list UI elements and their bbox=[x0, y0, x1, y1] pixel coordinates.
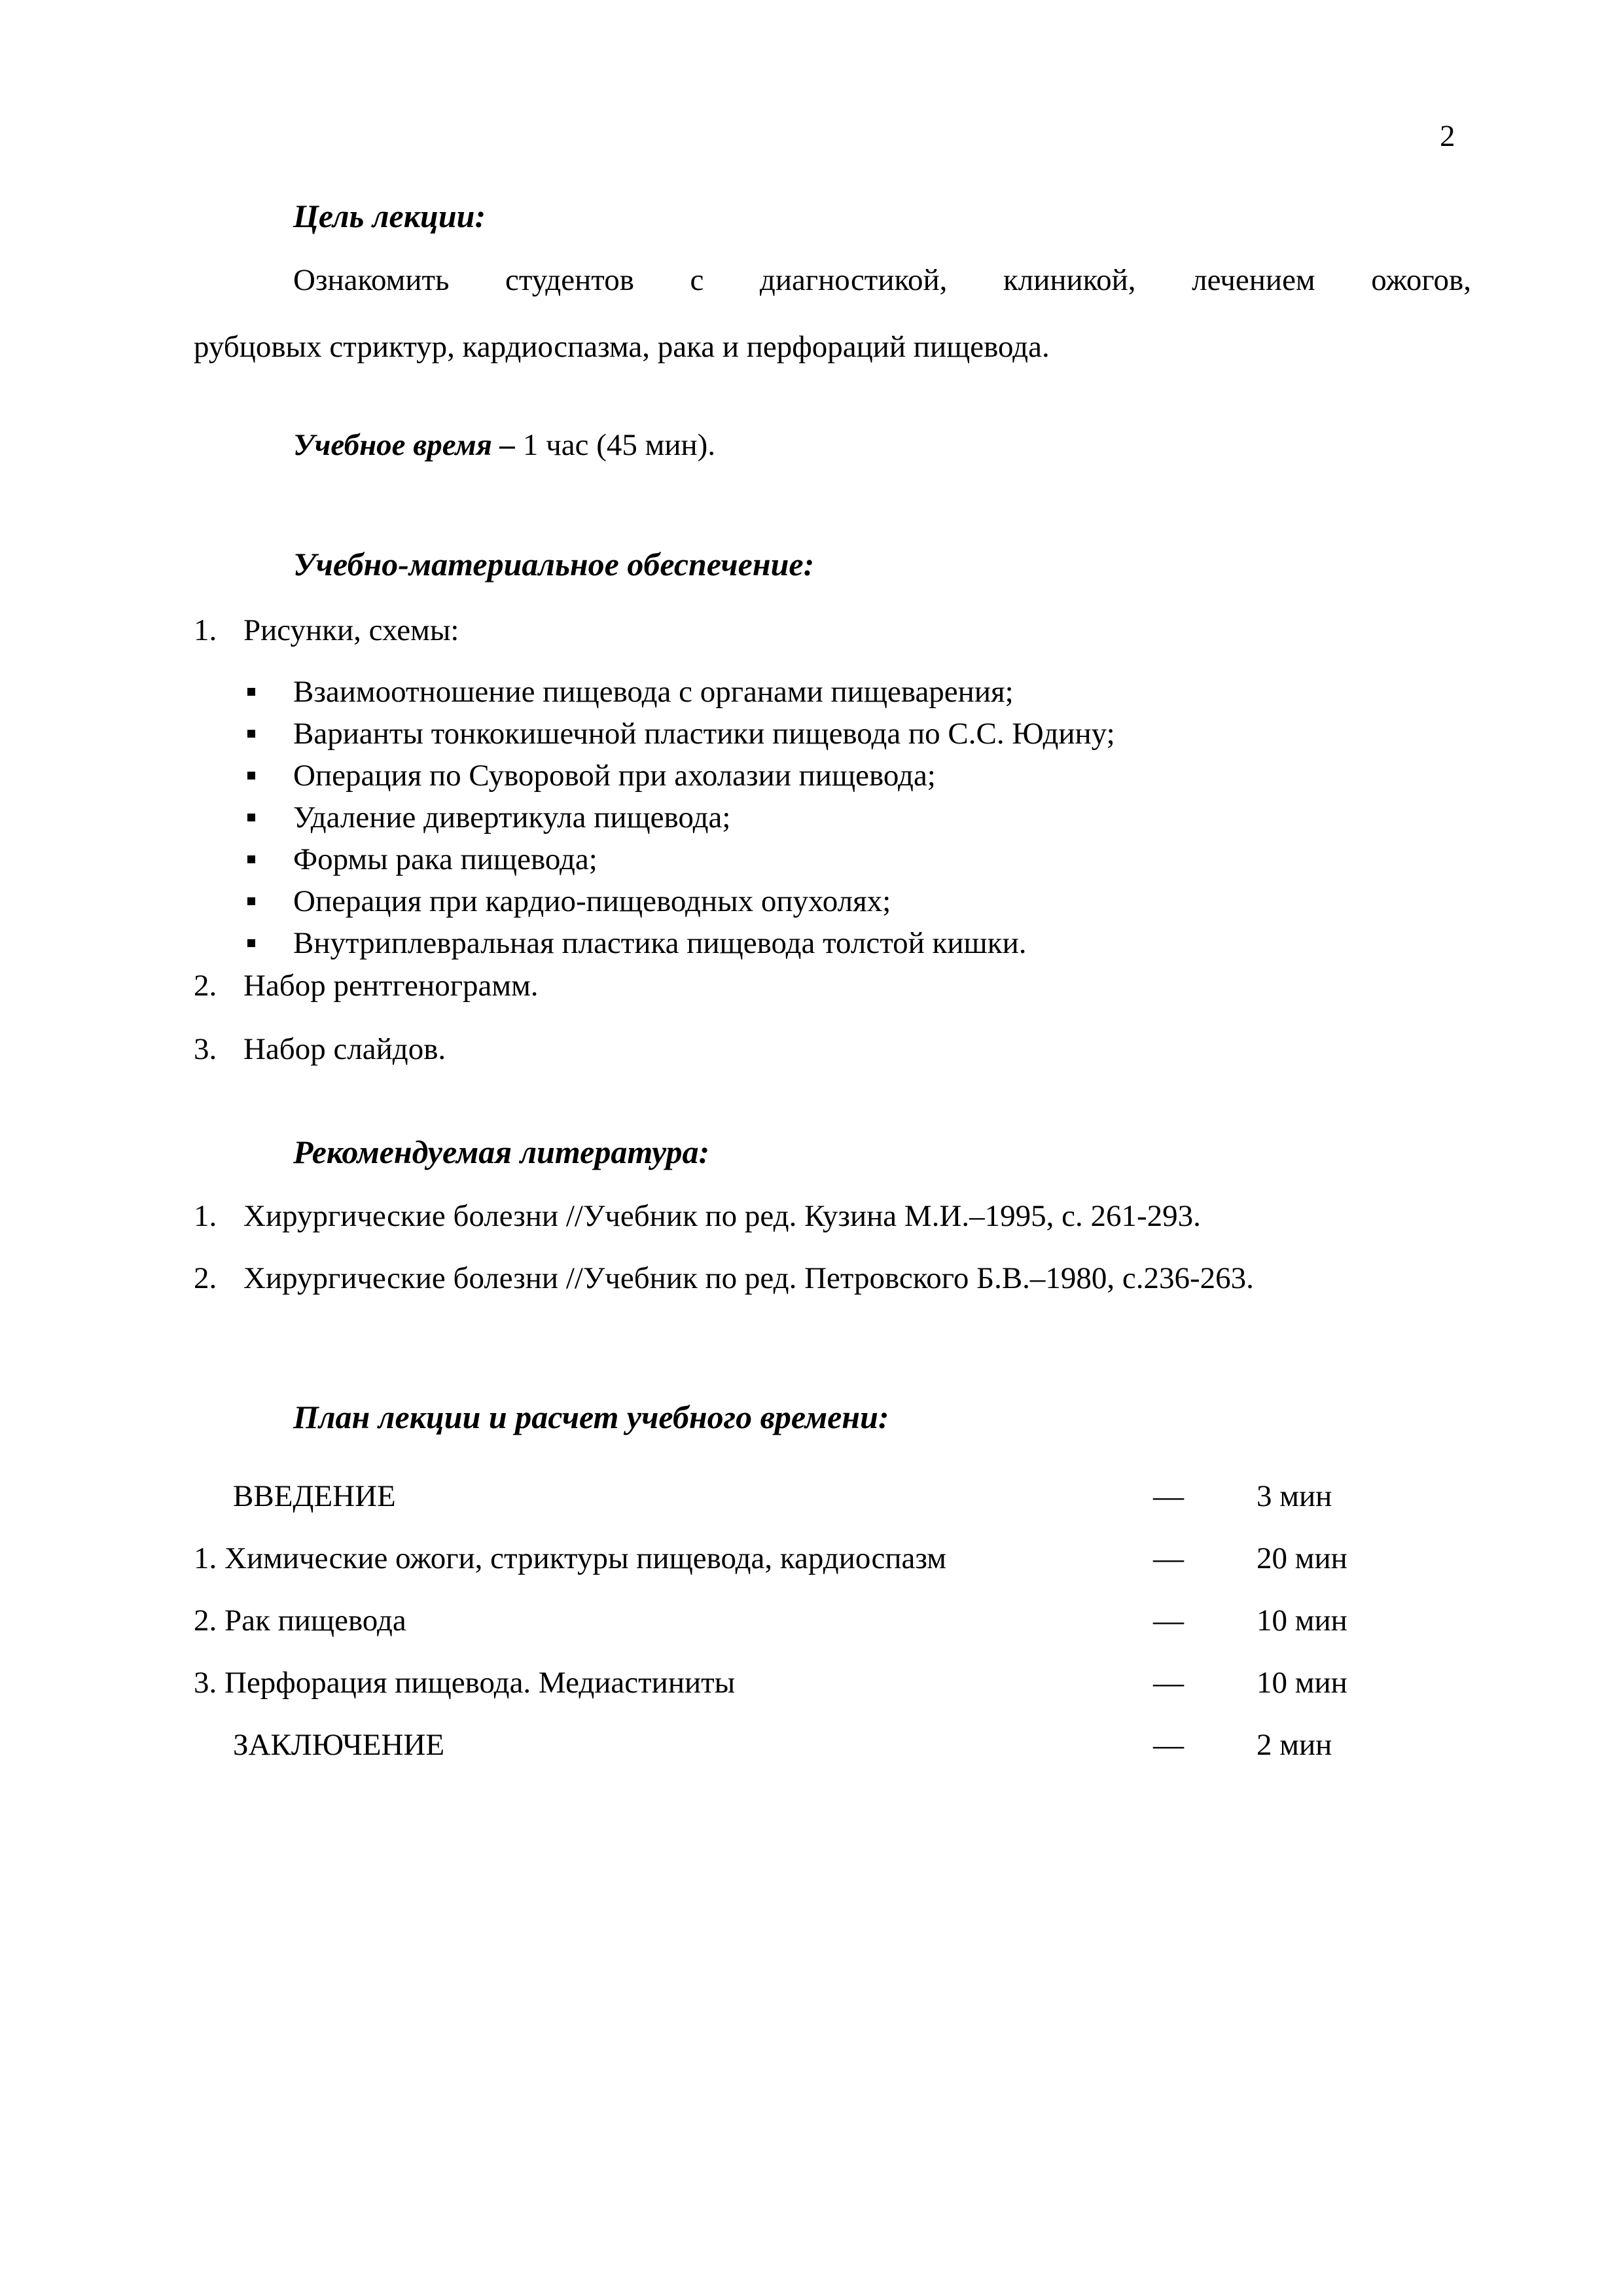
goal-word: ожогов, bbox=[1371, 263, 1471, 297]
goal-word: диагностикой, bbox=[759, 263, 948, 297]
bullet-text: Операция при кардио-пищеводных опухолях; bbox=[293, 884, 891, 918]
item-text: Хирургические болезни //Учебник по ред. Кузина М.И.–1995, с. 261-293. bbox=[243, 1199, 1201, 1233]
item-text: Набор рентгенограмм. bbox=[243, 969, 539, 1003]
bullet-icon bbox=[247, 688, 255, 696]
plan-time: 3 мин bbox=[1257, 1479, 1332, 1513]
goal-line-1 bbox=[293, 262, 1471, 298]
page-number: 2 bbox=[1440, 119, 1455, 153]
goal-word: клиникой, bbox=[1003, 263, 1136, 297]
study-time-value: 1 час (45 мин). bbox=[515, 428, 716, 462]
plan-dash: — bbox=[1153, 1604, 1184, 1638]
plan-label: ВВЕДЕНИЕ bbox=[233, 1479, 396, 1513]
goal-word: лечением bbox=[1192, 263, 1315, 297]
bullet-icon bbox=[247, 855, 255, 863]
bullet-text: Внутриплевральная пластика пищевода толстой кишки. bbox=[293, 926, 1027, 960]
bullet-text: Варианты тонкокишечной пластики пищевода по С.С. Юдину; bbox=[293, 717, 1115, 751]
materials-heading: Учебно-материальное обеспечение: bbox=[293, 546, 815, 583]
literature-heading: Рекомендуемая литература: bbox=[293, 1134, 710, 1170]
plan-time: 2 мин bbox=[1257, 1728, 1332, 1762]
plan-label: 2. Рак пищевода bbox=[194, 1604, 406, 1638]
plan-dash: — bbox=[1153, 1728, 1184, 1762]
bullet-icon bbox=[247, 772, 255, 780]
bullet-icon bbox=[247, 939, 255, 947]
item-number: 3. bbox=[194, 1032, 217, 1066]
item-number: 2. bbox=[194, 1261, 217, 1295]
bullet-text: Операция по Суворовой при ахолазии пищевода; bbox=[293, 759, 936, 793]
plan-dash: — bbox=[1153, 1666, 1184, 1700]
bullet-icon bbox=[247, 814, 255, 821]
item-text: Хирургические болезни //Учебник по ред. Петровского Б.В.–1980, с.236-263. bbox=[243, 1261, 1254, 1295]
bullet-icon bbox=[247, 897, 255, 905]
study-time-label: Учебное время – bbox=[293, 428, 516, 462]
goal-line-2: рубцовых стриктур, кардиоспазма, рака и перфораций пищевода. bbox=[194, 330, 1050, 364]
plan-dash: — bbox=[1153, 1479, 1184, 1513]
goal-word: студентов bbox=[505, 263, 634, 297]
item-text: Рисунки, схемы: bbox=[243, 613, 459, 647]
plan-time: 10 мин bbox=[1257, 1666, 1347, 1700]
goal-word: с bbox=[690, 263, 704, 297]
goal-word: Ознакомить bbox=[293, 263, 450, 297]
item-number: 1. bbox=[194, 613, 217, 647]
bullet-icon bbox=[247, 730, 255, 738]
plan-time: 10 мин bbox=[1257, 1604, 1347, 1638]
item-text: Набор слайдов. bbox=[243, 1032, 446, 1066]
plan-dash: — bbox=[1153, 1541, 1184, 1575]
bullet-text: Удаление дивертикула пищевода; bbox=[293, 800, 731, 834]
bullet-text: Формы рака пищевода; bbox=[293, 842, 597, 876]
bullet-text: Взаимоотношение пищевода с органами пищеварения; bbox=[293, 675, 1014, 709]
item-number: 1. bbox=[194, 1199, 217, 1233]
plan-time: 20 мин bbox=[1257, 1541, 1347, 1575]
goal-heading: Цель лекции: bbox=[293, 198, 486, 234]
plan-heading: План лекции и расчет учебного времени: bbox=[293, 1399, 889, 1435]
plan-label: 3. Перфорация пищевода. Медиастиниты bbox=[194, 1666, 736, 1700]
item-number: 2. bbox=[194, 969, 217, 1003]
study-time bbox=[293, 427, 715, 463]
plan-label: ЗАКЛЮЧЕНИЕ bbox=[233, 1728, 445, 1762]
plan-label: 1. Химические ожоги, стриктуры пищевода, кардиоспазм bbox=[194, 1541, 947, 1575]
